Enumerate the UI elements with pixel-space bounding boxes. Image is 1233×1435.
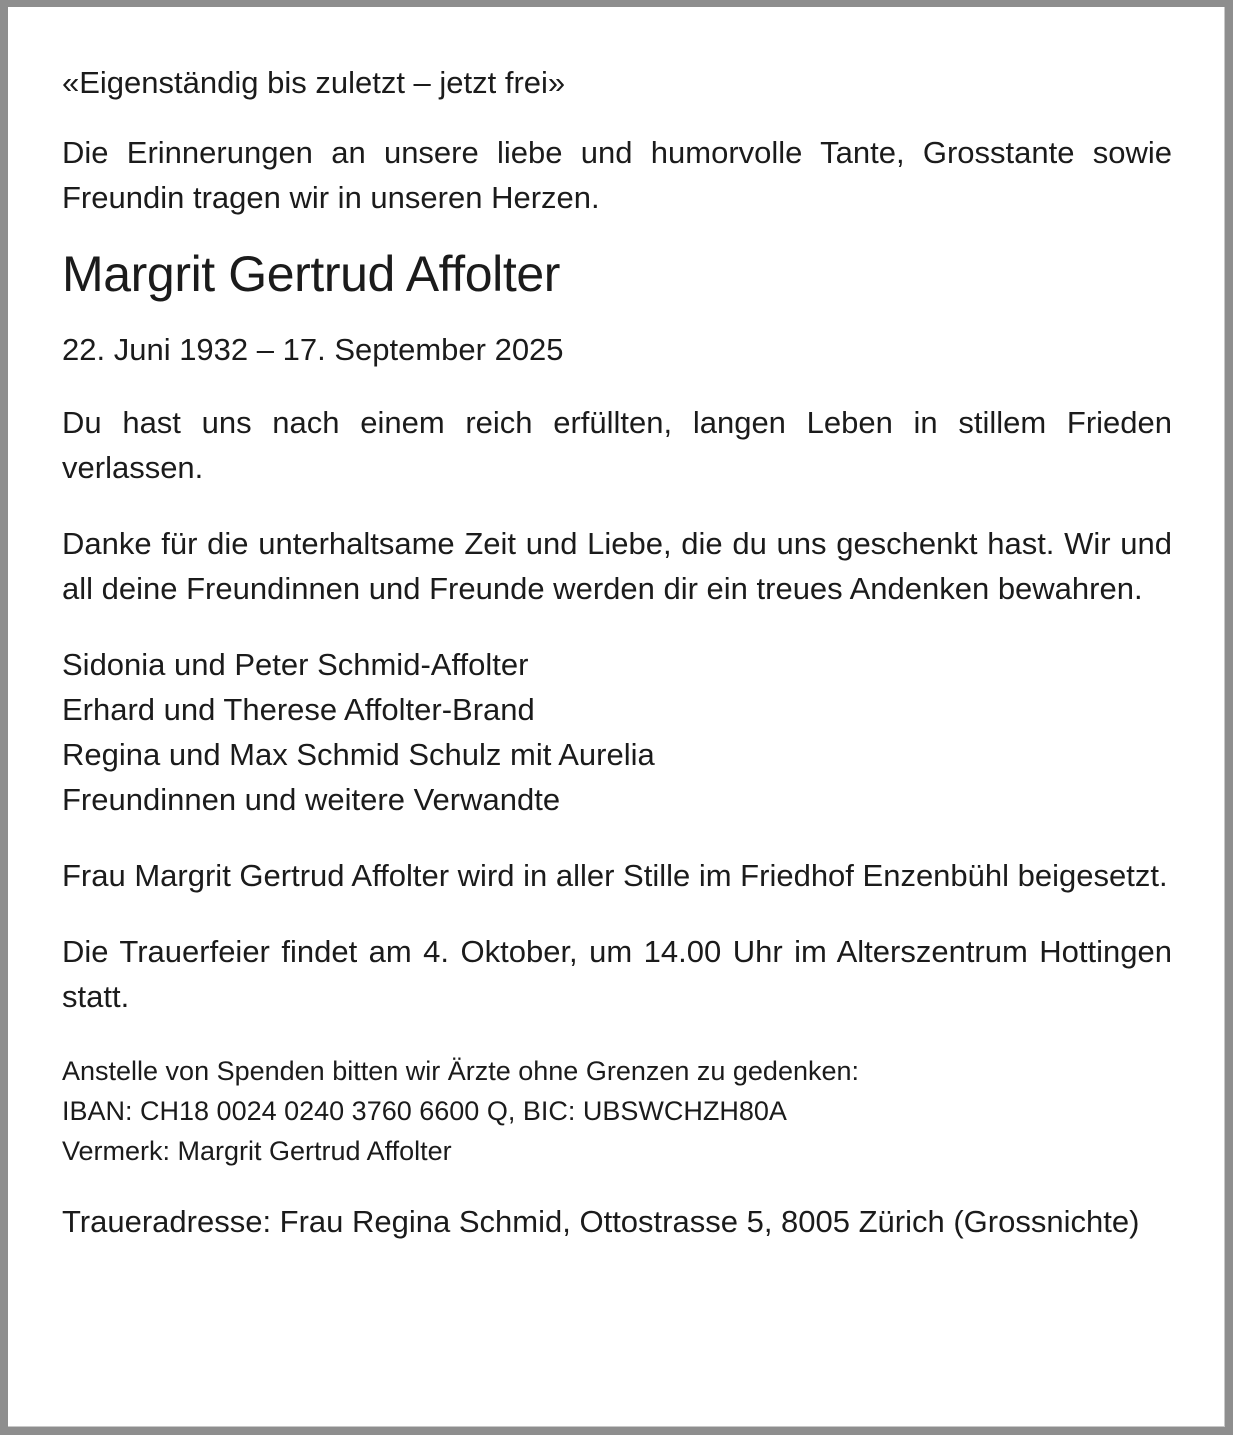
motto-quote: «Eigenständig bis zuletzt – jetzt frei» bbox=[62, 65, 566, 100]
mourner-line: Erhard und Therese Affolter-Brand bbox=[62, 691, 535, 727]
mourner-line: Sidonia und Peter Schmid-Affolter bbox=[62, 646, 529, 682]
thanks-paragraph: Danke für die unterhaltsame Zeit und Liebe, die du uns geschenkt hast. Wir und all deine Freundinnen und Freunde werden dir ein treues Andenken bewahren. bbox=[62, 525, 1172, 606]
intro-paragraph: Die Erinnerungen an unsere liebe und humorvolle Tante, Grosstante sowie Freundin tragen wir in unseren Herzen. bbox=[62, 135, 1172, 215]
burial-paragraph: Frau Margrit Gertrud Affolter wird in aller Stille im Friedhof Enzenbühl beigesetzt. bbox=[62, 857, 1168, 893]
mourners-list bbox=[62, 642, 1172, 822]
mourner-line: Regina und Max Schmid Schulz mit Aurelia bbox=[62, 736, 655, 772]
donation-info bbox=[62, 1051, 1172, 1171]
peace-paragraph: Du hast uns nach einem reich erfüllten, langen Leben in stillem Frieden verlassen. bbox=[62, 404, 1172, 485]
service-paragraph: Die Trauerfeier findet am 4. Oktober, um 14.00 Uhr im Alterszentrum Hottingen statt. bbox=[62, 933, 1172, 1014]
donation-request: Anstelle von Spenden bitten wir Ärzte ohne Grenzen zu gedenken: bbox=[62, 1055, 860, 1086]
mourner-line: Freundinnen und weitere Verwandte bbox=[62, 781, 561, 817]
donation-bank-details: IBAN: CH18 0024 0240 3760 6600 Q, BIC: UBSWCHZH80A bbox=[62, 1095, 787, 1126]
donation-reference: Vermerk: Margrit Gertrud Affolter bbox=[62, 1135, 452, 1166]
mourning-address: Traueradresse: Frau Regina Schmid, Ottostrasse 5, 8005 Zürich (Grossnichte) bbox=[62, 1203, 1140, 1239]
obituary-notice bbox=[62, 60, 1172, 1244]
deceased-name: Margrit Gertrud Affolter bbox=[62, 246, 560, 302]
life-dates: 22. Juni 1932 – 17. September 2025 bbox=[62, 331, 564, 367]
